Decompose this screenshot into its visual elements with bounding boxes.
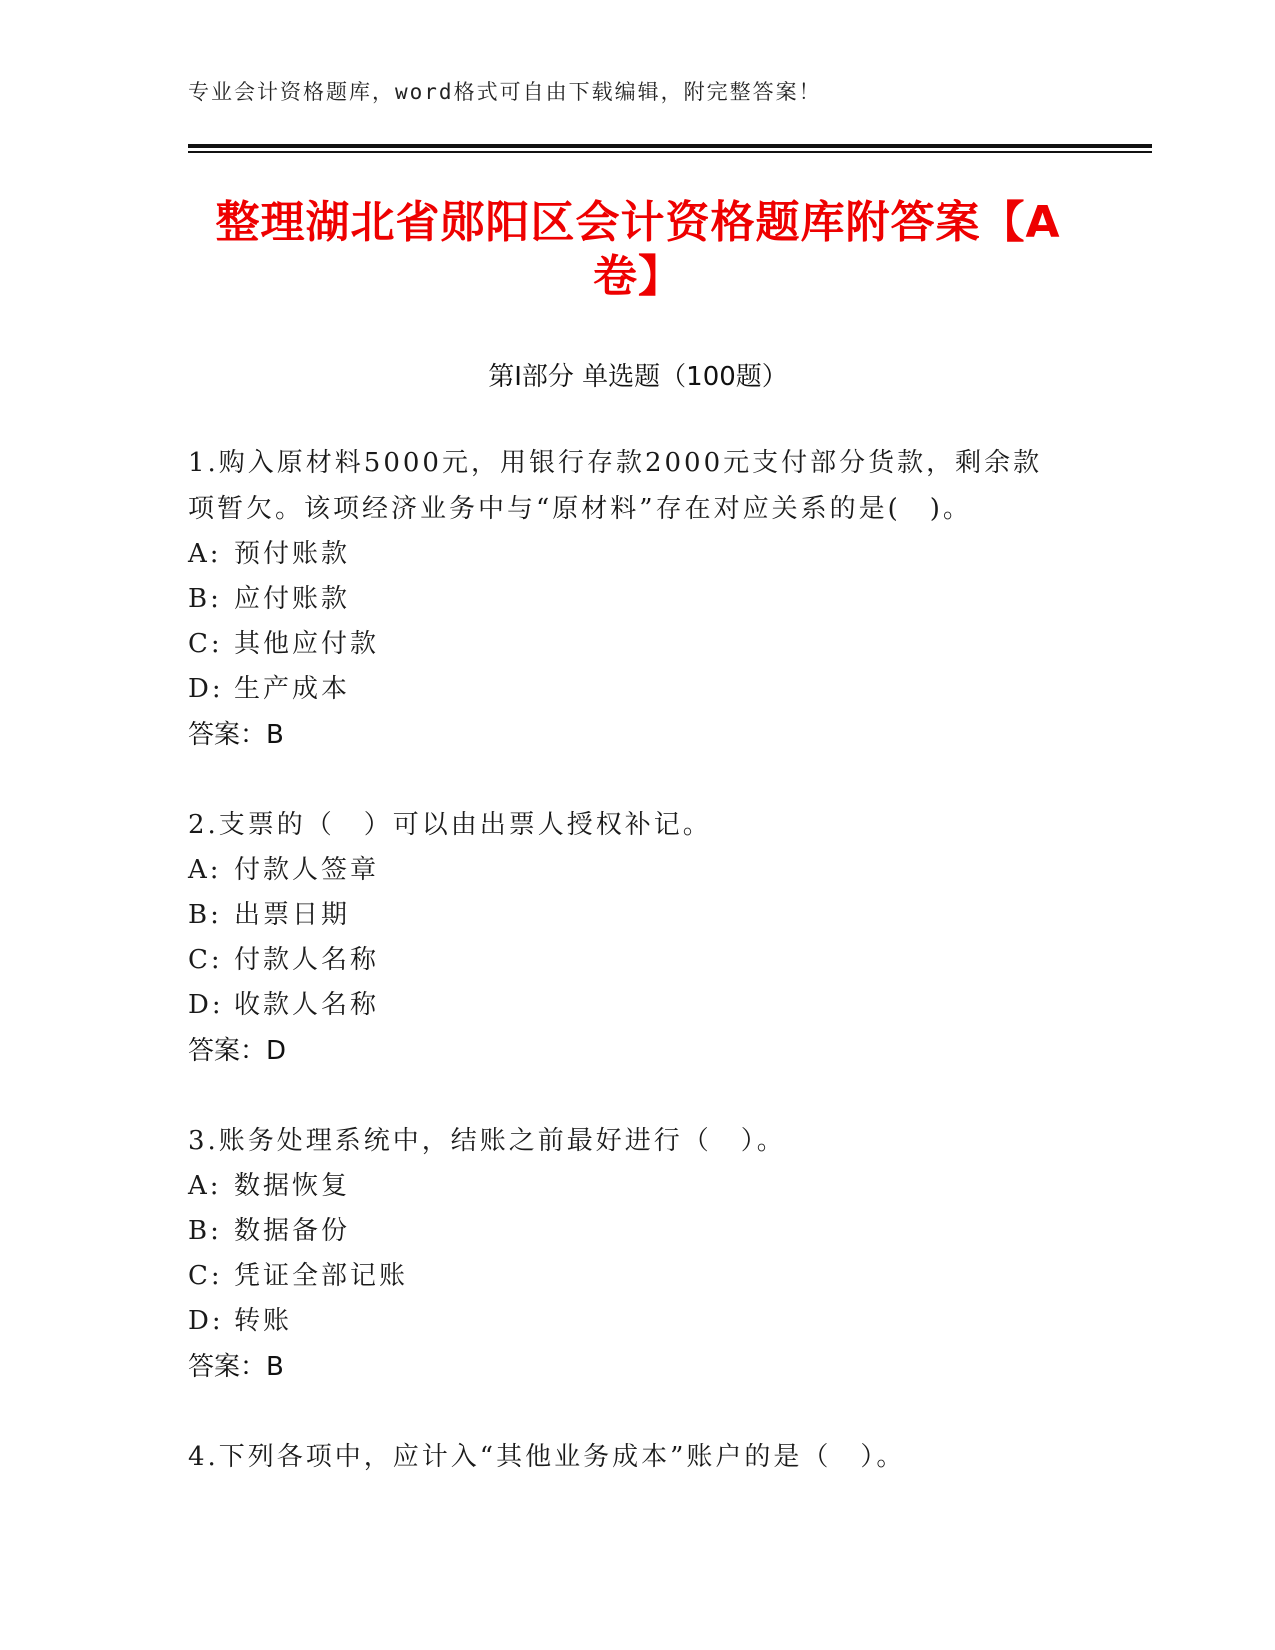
header-rule-thick xyxy=(188,144,1152,148)
option-a xyxy=(188,848,1068,893)
option-text: 数据备份 xyxy=(234,1216,351,1246)
question-1 xyxy=(188,440,1068,758)
option-text: 数据恢复 xyxy=(234,1171,351,1201)
option-c xyxy=(188,1254,1068,1299)
option-text: 付款人名称 xyxy=(234,945,380,975)
option-text: 应付账款 xyxy=(234,584,351,614)
question-2 xyxy=(188,802,1068,1074)
option-d xyxy=(188,667,1068,712)
option-letter: A: xyxy=(188,1171,222,1201)
answer-label: 答案：B xyxy=(188,1352,284,1382)
question-stem: 4.下列各项中，应计入“其他业务成本”账户的是（ ）。 xyxy=(188,1442,906,1472)
document-title: 整理湖北省郧阳区会计资格题库附答案【A卷】 xyxy=(215,197,1061,302)
header-rule-thin xyxy=(188,151,1152,153)
page-header-text: 专业会计资格题库，word格式可自由下载编辑，附完整答案！ xyxy=(188,80,822,104)
question-stem: 1.购入原材料5000元，用银行存款2000元支付部分货款，剩余款项暂欠。该项经济业务中与“原材料”存在对应关系的是( )。 xyxy=(188,448,1043,524)
option-letter: D: xyxy=(188,1306,224,1336)
option-letter: D: xyxy=(188,990,224,1020)
option-b xyxy=(188,577,1068,622)
option-a xyxy=(188,1164,1068,1209)
option-b xyxy=(188,1209,1068,1254)
option-text: 收款人名称 xyxy=(234,990,380,1020)
option-text: 凭证全部记账 xyxy=(234,1261,409,1291)
option-letter: B: xyxy=(188,584,222,614)
option-text: 生产成本 xyxy=(234,674,351,704)
answer-label: 答案：D xyxy=(188,1036,287,1066)
section-title: 第Ⅰ部分 单选题（100题） xyxy=(488,362,788,392)
option-letter: A: xyxy=(188,539,222,569)
option-letter: D: xyxy=(188,674,224,704)
answer-label: 答案：B xyxy=(188,720,284,750)
option-b xyxy=(188,893,1068,938)
option-text: 付款人签章 xyxy=(234,855,380,885)
option-d xyxy=(188,983,1068,1028)
option-d xyxy=(188,1299,1068,1344)
option-text: 预付账款 xyxy=(234,539,351,569)
question-list xyxy=(188,440,1068,1524)
question-3 xyxy=(188,1118,1068,1390)
question-4 xyxy=(188,1434,1068,1480)
option-letter: A: xyxy=(188,855,222,885)
question-stem: 3.账务处理系统中，结账之前最好进行（ ）。 xyxy=(188,1126,786,1156)
option-letter: C: xyxy=(188,1261,223,1291)
option-letter: C: xyxy=(188,945,223,975)
option-c xyxy=(188,622,1068,667)
option-c xyxy=(188,938,1068,983)
option-letter: B: xyxy=(188,1216,222,1246)
option-text: 转账 xyxy=(234,1306,293,1336)
question-stem: 2.支票的（ ）可以由出票人授权补记。 xyxy=(188,810,712,840)
option-letter: B: xyxy=(188,900,222,930)
option-text: 其他应付款 xyxy=(234,629,380,659)
option-text: 出票日期 xyxy=(234,900,351,930)
option-a xyxy=(188,532,1068,577)
option-letter: C: xyxy=(188,629,223,659)
